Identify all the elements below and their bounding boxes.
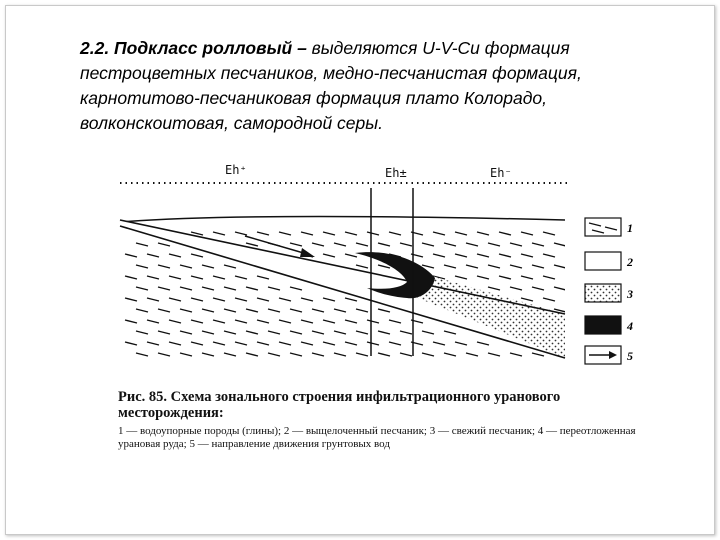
- clay-dash: [554, 265, 566, 268]
- eh-plus-label: Eh⁺: [225, 163, 247, 177]
- clay-dash: [543, 298, 555, 301]
- legend-box-ore: [585, 316, 621, 334]
- clay-dash: [246, 309, 258, 312]
- clay-dash: [356, 353, 368, 356]
- clay-dash: [378, 309, 390, 312]
- clay-dash: [521, 232, 533, 235]
- clay-dash: [345, 232, 357, 235]
- clay-dash: [345, 254, 357, 257]
- clay-dash: [356, 243, 368, 246]
- clay-dash: [334, 331, 346, 334]
- clay-dash: [257, 232, 269, 235]
- eh-minus-label: Eh⁻: [490, 166, 512, 180]
- clay-dash: [136, 243, 148, 246]
- clay-dash: [246, 287, 258, 290]
- clay-dash: [147, 320, 159, 323]
- clay-dash: [147, 254, 159, 257]
- clay-dash: [202, 309, 214, 312]
- zonal-structure-diagram: [95, 150, 655, 385]
- clay-dash: [268, 331, 280, 334]
- clay-dash: [499, 254, 511, 257]
- clay-dash: [191, 342, 203, 345]
- clay-dash: [213, 298, 225, 301]
- slide-paragraph: [80, 36, 680, 136]
- clay-dash: [510, 265, 522, 268]
- clay-dash: [246, 243, 258, 246]
- clay-dash: [323, 232, 335, 235]
- clay-dash: [213, 342, 225, 345]
- clay-dash: [521, 298, 533, 301]
- clay-dash: [279, 320, 291, 323]
- clay-dash: [279, 232, 291, 235]
- clay-dash: [378, 265, 390, 268]
- clay-dash: [543, 232, 555, 235]
- clay-dash: [191, 276, 203, 279]
- clay-dash: [136, 309, 148, 312]
- clay-dash: [180, 353, 192, 356]
- clay-dash: [246, 331, 258, 334]
- clay-dash: [224, 331, 236, 334]
- legend-number-2: 2: [627, 255, 633, 269]
- legend-box-leached: [585, 252, 621, 270]
- clay-dash: [136, 287, 148, 290]
- clay-dash: [147, 298, 159, 301]
- clay-dash: [169, 254, 181, 257]
- clay-dash: [323, 342, 335, 345]
- clay-dash: [202, 265, 214, 268]
- clay-dash: [444, 331, 456, 334]
- clay-dash: [477, 342, 489, 345]
- clay-dash: [213, 320, 225, 323]
- clay-dash: [257, 342, 269, 345]
- clay-dash: [158, 265, 170, 268]
- clay-dash: [136, 331, 148, 334]
- clay-dash: [312, 243, 324, 246]
- legend-number-1: 1: [627, 221, 633, 235]
- heading-bold: 2.2. Подкласс ролловый –: [80, 38, 307, 58]
- clay-dash: [125, 342, 137, 345]
- caption-title: Рис. 85. Схема зонального строения инфильтрационного уранового месторождения:: [118, 389, 561, 421]
- clay-dash: [323, 320, 335, 323]
- clay-dash: [323, 254, 335, 257]
- clay-dash: [356, 331, 368, 334]
- clay-dash: [510, 287, 522, 290]
- clay-dash: [224, 309, 236, 312]
- clay-dash: [334, 353, 346, 356]
- clay-dash: [422, 353, 434, 356]
- clay-dash: [356, 265, 368, 268]
- clay-dash: [521, 254, 533, 257]
- clay-dash: [202, 287, 214, 290]
- clay-dash: [532, 265, 544, 268]
- clay-dash: [158, 309, 170, 312]
- clay-dash: [477, 232, 489, 235]
- eh-neutral-label: Eh±: [385, 166, 407, 180]
- clay-dash: [488, 243, 500, 246]
- clay-dash: [213, 232, 225, 235]
- clay-dash: [389, 232, 401, 235]
- clay-dash: [136, 353, 148, 356]
- clay-dash: [158, 287, 170, 290]
- clay-dash: [422, 331, 434, 334]
- clay-dash: [389, 320, 401, 323]
- clay-dash: [488, 287, 500, 290]
- clay-dash: [400, 243, 412, 246]
- clay-dash: [356, 309, 368, 312]
- clay-dash: [257, 276, 269, 279]
- clay-dash: [543, 276, 555, 279]
- clay-dash: [510, 353, 522, 356]
- clay-dash: [400, 331, 412, 334]
- clay-dash: [554, 243, 566, 246]
- clay-dash: [235, 342, 247, 345]
- clay-dash: [334, 309, 346, 312]
- clay-dash: [268, 353, 280, 356]
- clay-dash: [169, 342, 181, 345]
- clay-dash: [532, 243, 544, 246]
- legend-number-4: 4: [627, 319, 633, 333]
- clay-dash: [125, 276, 137, 279]
- clay-dash: [433, 232, 445, 235]
- clay-dash: [147, 342, 159, 345]
- clay-dash: [345, 342, 357, 345]
- clay-dash: [169, 276, 181, 279]
- clay-dash: [235, 320, 247, 323]
- clay-dash: [488, 353, 500, 356]
- clay-dash: [312, 309, 324, 312]
- clay-dash: [532, 353, 544, 356]
- clay-dash: [257, 298, 269, 301]
- clay-dash: [191, 320, 203, 323]
- clay-dash: [180, 309, 192, 312]
- clay-dash: [466, 353, 478, 356]
- clay-dash: [158, 243, 170, 246]
- clay-dash: [191, 298, 203, 301]
- clay-dash: [180, 265, 192, 268]
- top-contact-line: [120, 216, 565, 222]
- clay-dash: [554, 287, 566, 290]
- clay-dash: [345, 320, 357, 323]
- clay-dash: [367, 232, 379, 235]
- flow-arrow-head: [300, 248, 315, 257]
- clay-dash: [312, 331, 324, 334]
- clay-dash: [334, 243, 346, 246]
- clay-dash: [224, 287, 236, 290]
- clay-dash: [290, 287, 302, 290]
- clay-dash: [433, 254, 445, 257]
- clay-dash: [158, 353, 170, 356]
- clay-dash: [444, 243, 456, 246]
- clay-dash: [202, 353, 214, 356]
- clay-dash: [455, 254, 467, 257]
- clay-dash: [235, 298, 247, 301]
- clay-dash: [279, 298, 291, 301]
- clay-dash: [158, 331, 170, 334]
- clay-dash: [444, 265, 456, 268]
- clay-dash: [543, 254, 555, 257]
- clay-dash: [268, 309, 280, 312]
- figure-caption: [118, 389, 658, 451]
- clay-dash: [246, 353, 258, 356]
- heading-text: выделяются U-V-Cu формация пестроцветных песчаников, медно-песчанистая формация, карнотитово-песчаниковая формация плато Колорадо, волконскоитовая, самородной серы.: [80, 38, 582, 133]
- clay-dash: [455, 232, 467, 235]
- clay-dash: [125, 320, 137, 323]
- clay-dash: [125, 254, 137, 257]
- clay-dash: [510, 243, 522, 246]
- clay-dash: [378, 331, 390, 334]
- clay-dash: [191, 232, 203, 235]
- clay-dash: [202, 331, 214, 334]
- clay-dash: [224, 265, 236, 268]
- legend-number-3: 3: [627, 287, 633, 301]
- clay-dash: [422, 265, 434, 268]
- clay-dash: [433, 342, 445, 345]
- clay-dash: [521, 276, 533, 279]
- clay-dash: [180, 287, 192, 290]
- clay-dash: [466, 265, 478, 268]
- clay-dash: [290, 331, 302, 334]
- clay-dash: [477, 254, 489, 257]
- clay-dash: [257, 320, 269, 323]
- clay-dash: [125, 298, 137, 301]
- clay-dash: [213, 276, 225, 279]
- clay-dash: [136, 265, 148, 268]
- clay-dash: [169, 298, 181, 301]
- legend-box-sand: [585, 284, 621, 302]
- clay-dash: [499, 232, 511, 235]
- clay-dash: [191, 254, 203, 257]
- clay-dash: [301, 342, 313, 345]
- clay-dash: [268, 287, 280, 290]
- clay-dash: [400, 353, 412, 356]
- clay-dash: [488, 265, 500, 268]
- clay-dash: [290, 353, 302, 356]
- caption-legend: 1 — водоупорные породы (глины); 2 — выщелоченный песчаник; 3 — свежий песчаник; 4 — переотложенная урановая руда; 5 — направление движения грунтовых вод: [118, 425, 636, 450]
- clay-dash: [323, 298, 335, 301]
- legend-number-5: 5: [627, 349, 633, 363]
- clay-dash: [235, 276, 247, 279]
- clay-dash: [367, 342, 379, 345]
- clay-dash: [389, 342, 401, 345]
- clay-dash: [455, 342, 467, 345]
- clay-dash: [499, 276, 511, 279]
- clay-dash: [180, 331, 192, 334]
- clay-dash: [224, 353, 236, 356]
- clay-dash: [378, 353, 390, 356]
- clay-dash: [301, 320, 313, 323]
- legend: [585, 218, 633, 364]
- clay-dash: [279, 342, 291, 345]
- clay-dash: [532, 287, 544, 290]
- clay-dash: [169, 320, 181, 323]
- clay-dash: [301, 298, 313, 301]
- clay-dash: [444, 353, 456, 356]
- clay-dash: [422, 243, 434, 246]
- clay-dash: [312, 353, 324, 356]
- clay-dash: [455, 276, 467, 279]
- clay-dash: [290, 309, 302, 312]
- clay-dash: [367, 320, 379, 323]
- clay-dash: [147, 276, 159, 279]
- clay-dash: [466, 243, 478, 246]
- clay-dash: [378, 243, 390, 246]
- clay-dash: [235, 232, 247, 235]
- clay-dash: [290, 243, 302, 246]
- clay-dash: [477, 276, 489, 279]
- clay-dash: [301, 232, 313, 235]
